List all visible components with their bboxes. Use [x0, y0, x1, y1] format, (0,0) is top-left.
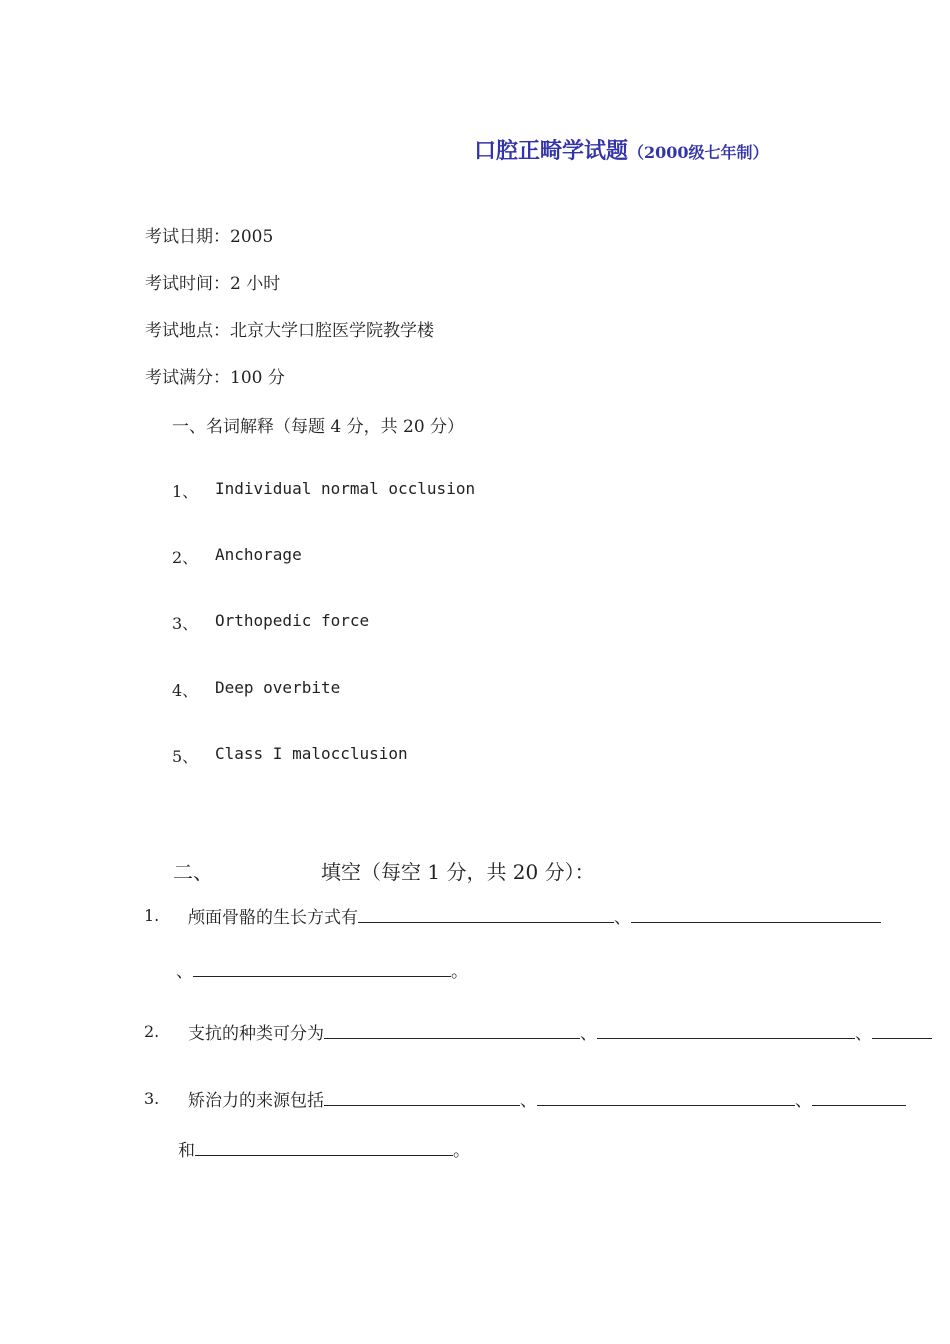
- exam-duration: 考试时间：2 小时: [145, 274, 281, 294]
- title-sub: （2000级七年制）: [628, 143, 769, 162]
- question-3: [188, 1086, 906, 1111]
- question-1-text: 颅面骨骼的生长方式有: [188, 908, 358, 928]
- answer-blank: [195, 1137, 453, 1156]
- separator: 、: [580, 1024, 597, 1044]
- question-1-continued: [176, 957, 468, 982]
- title-main: 口腔正畸学试题: [474, 138, 629, 164]
- separator: 、: [520, 1091, 537, 1111]
- question-1: [188, 903, 881, 928]
- answer-blank: [193, 958, 451, 977]
- page-title: [474, 134, 769, 165]
- term-number-4: 4、: [172, 681, 199, 700]
- separator: 、: [795, 1091, 812, 1111]
- term-2: Anchorage: [215, 545, 302, 564]
- exam-location: 考试地点：北京大学口腔医学院教学楼: [145, 321, 434, 341]
- period: 。: [451, 962, 468, 982]
- question-3-continued: [178, 1136, 470, 1161]
- answer-blank: [597, 1020, 855, 1039]
- and-label: 和: [178, 1141, 195, 1161]
- term-number-5: 5、: [172, 747, 199, 766]
- question-2-text: 支抗的种类可分为: [188, 1024, 324, 1044]
- question-3-text: 矫治力的来源包括: [188, 1091, 324, 1111]
- term-3: Orthopedic force: [215, 611, 370, 630]
- answer-blank: [812, 1087, 906, 1106]
- exam-date: 考试日期：2005: [145, 227, 274, 247]
- answer-blank: [324, 1020, 580, 1039]
- term-5: Class I malocclusion: [215, 744, 408, 763]
- answer-blank: [631, 904, 881, 923]
- term-4: Deep overbite: [215, 678, 341, 697]
- exam-full-score: 考试满分：100 分: [145, 368, 285, 388]
- section2-number: 二、: [173, 860, 213, 884]
- answer-blank: [358, 904, 614, 923]
- answer-blank: [872, 1020, 932, 1039]
- separator: 、: [176, 962, 193, 982]
- term-1: Individual normal occlusion: [215, 479, 476, 498]
- section2-heading: 填空（每空 1 分，共 20 分）：: [321, 860, 595, 884]
- term-number-3: 3、: [172, 614, 199, 633]
- question-number-2: 2.: [144, 1022, 160, 1041]
- term-number-2: 2、: [172, 548, 199, 567]
- separator: 、: [614, 908, 631, 928]
- answer-blank: [537, 1087, 795, 1106]
- question-number-3: 3.: [144, 1089, 160, 1108]
- answer-blank: [324, 1087, 520, 1106]
- question-2: [188, 1019, 932, 1044]
- separator: 、: [855, 1024, 872, 1044]
- section1-heading: 一、名词解释（每题 4 分，共 20 分）: [172, 417, 465, 437]
- term-number-1: 1、: [172, 482, 199, 501]
- question-number-1: 1.: [144, 906, 160, 925]
- period: 。: [453, 1141, 470, 1161]
